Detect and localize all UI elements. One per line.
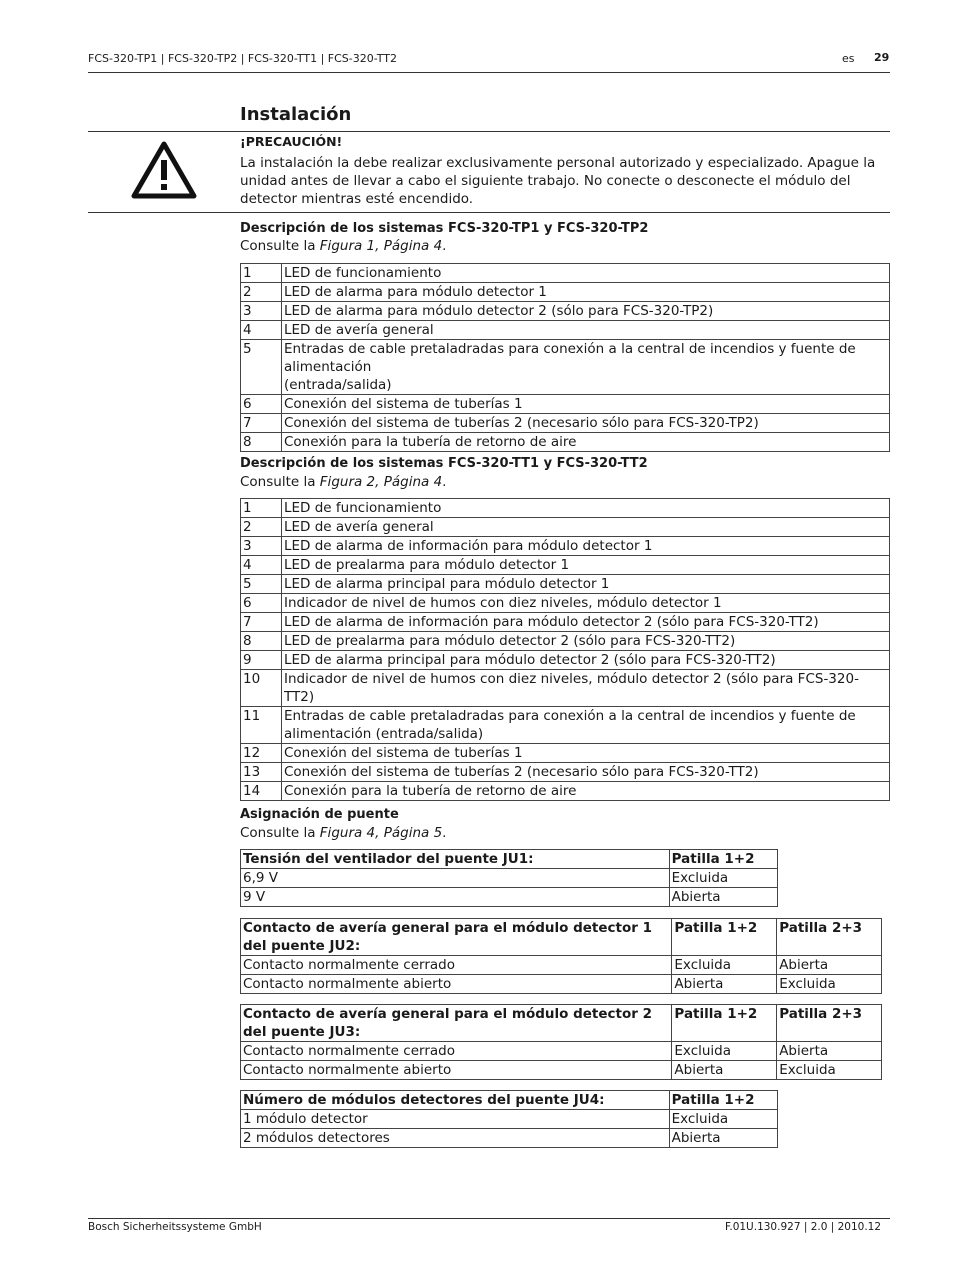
column-header: Patilla 2+3 — [777, 919, 882, 956]
item-description: Conexión para la tubería de retorno de aire — [282, 782, 890, 801]
table-row — [241, 670, 890, 707]
table-row — [241, 613, 890, 632]
jumper-ju2-table — [240, 918, 882, 994]
table-row — [241, 782, 890, 801]
tp-section-reference: Consulte la Figura 1, Página 4. — [240, 238, 447, 254]
table-row — [241, 556, 890, 575]
tp-legend-table — [240, 263, 890, 452]
table-row — [241, 395, 890, 414]
table-row — [241, 763, 890, 782]
table-row — [241, 975, 882, 994]
caution-top-rule — [88, 131, 890, 132]
table-cell: Contacto normalmente abierto — [241, 975, 672, 994]
table-row — [241, 518, 890, 537]
item-number: 5 — [241, 340, 282, 395]
header-models: FCS-320-TP1 | FCS-320-TP2 | FCS-320-TT1 | FCS-320-TT2 — [88, 52, 397, 65]
item-number: 5 — [241, 575, 282, 594]
column-header: Patilla 1+2 — [672, 919, 777, 956]
column-header: Contacto de avería general para el módulo detector 2 del puente JU3: — [241, 1005, 672, 1042]
item-number: 2 — [241, 518, 282, 537]
item-description: Conexión del sistema de tuberías 2 (necesario sólo para FCS-320-TT2) — [282, 763, 890, 782]
table-row — [241, 414, 890, 433]
table-row — [241, 537, 890, 556]
item-number: 14 — [241, 782, 282, 801]
item-number: 3 — [241, 537, 282, 556]
table-cell: 6,9 V — [241, 869, 670, 888]
footer-document-reference: F.01U.130.927 | 2.0 | 2010.12 — [725, 1221, 882, 1233]
table-cell: Excluida — [669, 1110, 777, 1129]
caution-text: La instalación la debe realizar exclusivamente personal autorizado y especializado. Apague la unidad antes de llevar a cabo el siguiente trabajo. No conecte o desconecte el módulo del detector mientras esté encendido. — [240, 155, 876, 207]
item-description: Conexión del sistema de tuberías 2 (necesario sólo para FCS-320-TP2) — [282, 414, 890, 433]
table-cell: Abierta — [672, 975, 777, 994]
tp-figure-link[interactable]: Figura 1, Página 4 — [319, 238, 443, 254]
item-description: Conexión para la tubería de retorno de aire — [282, 433, 890, 452]
table-row — [241, 956, 882, 975]
jumper-ju1-table — [240, 849, 778, 907]
item-number: 1 — [241, 499, 282, 518]
item-description: LED de avería general — [282, 321, 890, 340]
item-description: LED de prealarma para módulo detector 1 — [282, 556, 890, 575]
table-row — [241, 499, 890, 518]
table-row — [241, 632, 890, 651]
item-number: 8 — [241, 632, 282, 651]
table-row — [241, 651, 890, 670]
item-number: 13 — [241, 763, 282, 782]
jumper-section-reference: Consulte la Figura 4, Página 5. — [240, 825, 447, 841]
item-description: Conexión del sistema de tuberías 1 — [282, 395, 890, 414]
item-number: 6 — [241, 594, 282, 613]
jumper-section-title: Asignación de puente — [240, 807, 399, 822]
item-description: Indicador de nivel de humos con diez niveles, módulo detector 1 — [282, 594, 890, 613]
item-number: 8 — [241, 433, 282, 452]
item-description: LED de avería general — [282, 518, 890, 537]
table-cell: 1 módulo detector — [241, 1110, 670, 1129]
item-description: LED de prealarma para módulo detector 2 (sólo para FCS-320-TT2) — [282, 632, 890, 651]
table-cell: Abierta — [777, 956, 882, 975]
item-description: Entradas de cable pretaladradas para conexión a la central de incendios y fuente de alimentación (entrada/salida) — [282, 340, 890, 395]
item-description: LED de funcionamiento — [282, 499, 890, 518]
table-cell: Abierta — [777, 1042, 882, 1061]
footer-company: Bosch Sicherheitssysteme GmbH — [88, 1221, 262, 1233]
jumper-ju4-table — [240, 1090, 778, 1148]
item-number: 7 — [241, 414, 282, 433]
item-description: Indicador de nivel de humos con diez niveles, módulo detector 2 (sólo para FCS-320-TT2) — [282, 670, 890, 707]
table-row — [241, 433, 890, 452]
item-number: 7 — [241, 613, 282, 632]
table-row — [241, 575, 890, 594]
table-row — [241, 707, 890, 744]
table-cell: Abierta — [669, 1129, 777, 1148]
item-number: 6 — [241, 395, 282, 414]
column-header: Patilla 1+2 — [672, 1005, 777, 1042]
header-language: es — [842, 52, 855, 65]
table-row — [241, 1042, 882, 1061]
tt-legend-table — [240, 498, 890, 801]
table-header-row — [241, 1091, 778, 1110]
item-description: LED de alarma de información para módulo detector 1 — [282, 537, 890, 556]
item-number: 3 — [241, 302, 282, 321]
table-cell: Excluida — [669, 869, 777, 888]
table-header-row — [241, 919, 882, 956]
table-cell: 2 módulos detectores — [241, 1129, 670, 1148]
item-description: LED de alarma para módulo detector 1 — [282, 283, 890, 302]
table-row — [241, 321, 890, 340]
table-row — [241, 340, 890, 395]
item-description: LED de alarma principal para módulo detector 2 (sólo para FCS-320-TT2) — [282, 651, 890, 670]
table-row — [241, 302, 890, 321]
footer-rule — [88, 1218, 890, 1219]
column-header: Contacto de avería general para el módulo detector 1 del puente JU2: — [241, 919, 672, 956]
item-description: LED de funcionamiento — [282, 264, 890, 283]
warning-icon — [130, 140, 198, 200]
page-number: 29 — [874, 51, 890, 64]
item-number: 4 — [241, 321, 282, 340]
table-row — [241, 283, 890, 302]
item-number: 4 — [241, 556, 282, 575]
caution-bottom-rule — [88, 212, 890, 213]
table-row — [241, 888, 778, 907]
table-cell: Contacto normalmente abierto — [241, 1061, 672, 1080]
table-row — [241, 869, 778, 888]
item-description: LED de alarma para módulo detector 2 (sólo para FCS-320-TP2) — [282, 302, 890, 321]
tt-section-reference: Consulte la Figura 2, Página 4. — [240, 474, 447, 490]
column-header: Número de módulos detectores del puente JU4: — [241, 1091, 670, 1110]
table-cell: Abierta — [669, 888, 777, 907]
item-description: Conexión del sistema de tuberías 1 — [282, 744, 890, 763]
column-header: Tensión del ventilador del puente JU1: — [241, 850, 670, 869]
table-row — [241, 1129, 778, 1148]
item-description: Entradas de cable pretaladradas para conexión a la central de incendios y fuente de alimentación (entrada/salida) — [282, 707, 890, 744]
item-number: 12 — [241, 744, 282, 763]
jumper-figure-link[interactable]: Figura 4, Página 5 — [319, 825, 443, 841]
column-header: Patilla 2+3 — [777, 1005, 882, 1042]
item-number: 2 — [241, 283, 282, 302]
tt-figure-link[interactable]: Figura 2, Página 4 — [319, 474, 443, 490]
table-row — [241, 1110, 778, 1129]
item-number: 1 — [241, 264, 282, 283]
table-row — [241, 744, 890, 763]
header-rule — [88, 72, 890, 73]
table-row — [241, 264, 890, 283]
jumper-ju3-table — [240, 1004, 882, 1080]
table-cell: Excluida — [777, 1061, 882, 1080]
table-cell: Contacto normalmente cerrado — [241, 956, 672, 975]
table-cell: Excluida — [672, 956, 777, 975]
column-header: Patilla 1+2 — [669, 1091, 777, 1110]
table-cell: Excluida — [777, 975, 882, 994]
tp-section-title: Descripción de los sistemas FCS-320-TP1 y FCS-320-TP2 — [240, 221, 649, 236]
table-cell: 9 V — [241, 888, 670, 907]
item-description: LED de alarma de información para módulo detector 2 (sólo para FCS-320-TT2) — [282, 613, 890, 632]
item-description: LED de alarma principal para módulo detector 1 — [282, 575, 890, 594]
table-header-row — [241, 1005, 882, 1042]
item-number: 11 — [241, 707, 282, 744]
item-number: 9 — [241, 651, 282, 670]
table-row — [241, 1061, 882, 1080]
item-number: 10 — [241, 670, 282, 707]
table-header-row — [241, 850, 778, 869]
table-cell: Excluida — [672, 1042, 777, 1061]
table-row — [241, 594, 890, 613]
caution-heading: ¡PRECAUCIÓN! — [240, 134, 343, 149]
tt-section-title: Descripción de los sistemas FCS-320-TT1 y FCS-320-TT2 — [240, 456, 648, 471]
page-title: Instalación — [240, 104, 352, 125]
table-cell: Abierta — [672, 1061, 777, 1080]
column-header: Patilla 1+2 — [669, 850, 777, 869]
table-cell: Contacto normalmente cerrado — [241, 1042, 672, 1061]
